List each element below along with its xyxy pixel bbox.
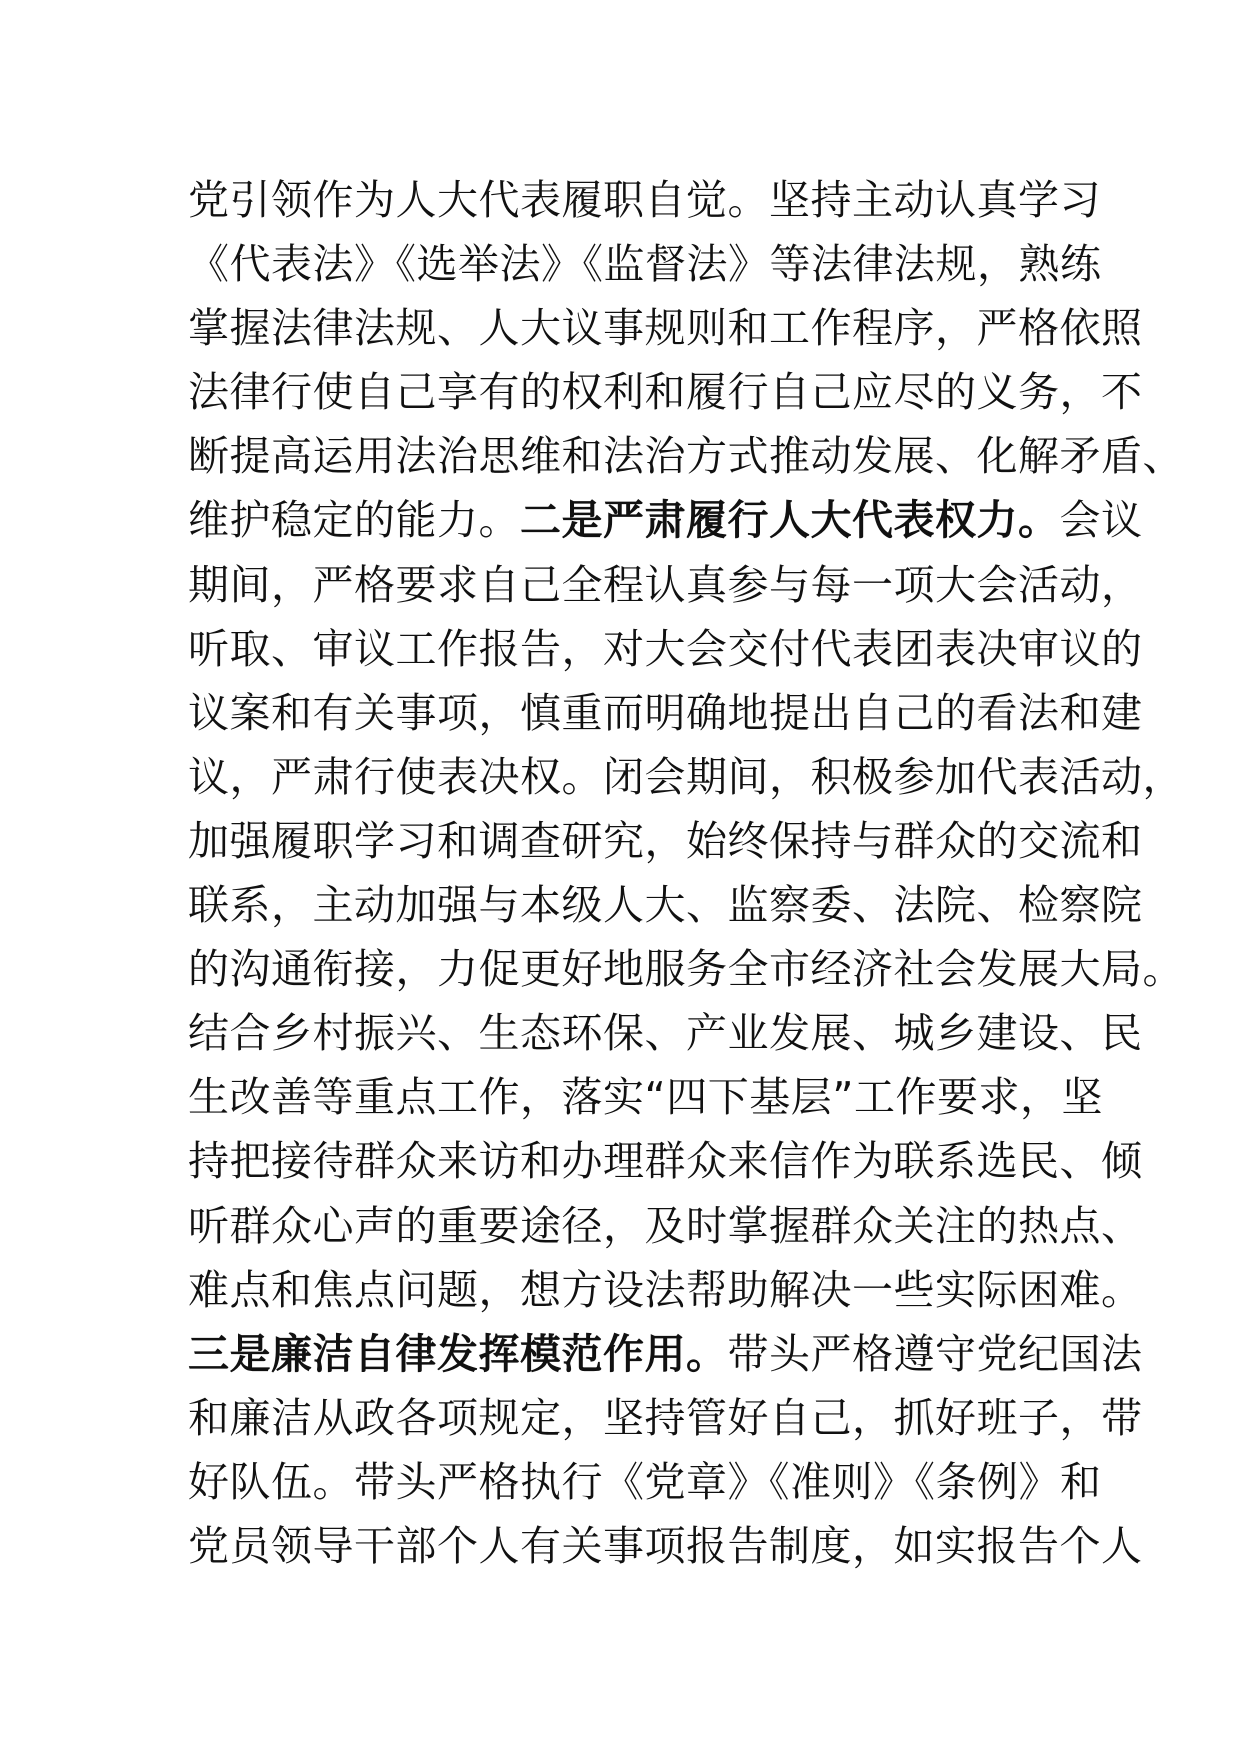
text-line bbox=[188, 617, 1143, 681]
text-segment: 法律行使自己享有的权利和履行自己应尽的义务，不 bbox=[188, 368, 1143, 417]
text-segment: 难点和焦点问题，想方设法帮助解决一些实际困难。 bbox=[188, 1265, 1143, 1314]
text-segment: 好队伍。带头严格执行《党章》《准则》《条例》和 bbox=[188, 1457, 1102, 1506]
text-line bbox=[188, 360, 1143, 424]
text-segment: 掌握法律法规、人大议事规则和工作程序，严格依照 bbox=[188, 304, 1143, 353]
text-segment: 《代表法》《选举法》《监督法》等法律法规，熟练 bbox=[188, 240, 1102, 289]
text-segment: 听群众心声的重要途径，及时掌握群众关注的热点、 bbox=[188, 1201, 1143, 1250]
text-line bbox=[188, 553, 1143, 617]
text-segment: 的沟通衔接，力促更好地服务全市经济社会发展大局。 bbox=[188, 945, 1184, 994]
text-line bbox=[188, 1386, 1143, 1450]
text-segment: 维护稳定的能力。 bbox=[188, 496, 520, 545]
text-line bbox=[188, 1001, 1143, 1065]
text-line bbox=[188, 1194, 1143, 1258]
text-segment: 加强履职学习和调查研究，始终保持与群众的交流和 bbox=[188, 816, 1143, 865]
text-segment: 议，严肃行使表决权。闭会期间，积极参加代表活动， bbox=[188, 752, 1184, 801]
text-line bbox=[188, 1450, 1102, 1514]
text-line bbox=[188, 1322, 1143, 1386]
text-segment: 和廉洁从政各项规定，坚持管好自己，抓好班子，带 bbox=[188, 1393, 1143, 1442]
text-segment: 听取、审议工作报告，对大会交付代表团表决审议的 bbox=[188, 624, 1143, 673]
text-segment: 结合乡村振兴、生态环保、产业发展、城乡建设、民 bbox=[188, 1009, 1143, 1058]
text-segment: 议案和有关事项，慎重而明确地提出自己的看法和建 bbox=[188, 688, 1143, 737]
text-line bbox=[188, 168, 1101, 232]
text-line bbox=[188, 296, 1143, 360]
text-line bbox=[188, 232, 1102, 296]
text-line bbox=[188, 745, 1184, 809]
text-line bbox=[188, 424, 1184, 488]
text-line bbox=[188, 1514, 1143, 1578]
text-line bbox=[188, 1258, 1143, 1322]
text-line bbox=[188, 1065, 1103, 1129]
text-line bbox=[188, 937, 1184, 1001]
body-text bbox=[188, 168, 1184, 1578]
text-segment: 期间，严格要求自己全程认真参与每一项大会活动， bbox=[188, 560, 1143, 609]
text-segment: 带头严格遵守党纪国法 bbox=[727, 1329, 1143, 1378]
text-segment: 党引领作为人大代表履职自觉。坚持主动认真学习 bbox=[188, 176, 1101, 224]
text-segment: 联系，主动加强与本级人大、监察委、法院、检察院 bbox=[188, 881, 1143, 930]
text-segment: 断提高运用法治思维和法治方式推动发展、化解矛盾、 bbox=[188, 432, 1184, 481]
text-line bbox=[188, 809, 1143, 873]
text-line bbox=[188, 1129, 1143, 1193]
text-line bbox=[188, 681, 1143, 745]
text-line bbox=[188, 873, 1143, 937]
bold-heading-segment: 二是严肃履行人大代表权力。 bbox=[520, 496, 1060, 545]
text-segment: 会议 bbox=[1059, 496, 1143, 545]
text-line bbox=[188, 488, 1143, 552]
bold-heading-segment: 三是廉洁自律发挥模范作用。 bbox=[188, 1329, 728, 1378]
text-segment: 党员领导干部个人有关事项报告制度，如实报告个人 bbox=[188, 1521, 1143, 1570]
text-segment: 持把接待群众来访和办理群众来信作为联系选民、倾 bbox=[188, 1137, 1143, 1186]
text-segment: 生改善等重点工作，落实“四下基层”工作要求，坚 bbox=[188, 1073, 1103, 1122]
